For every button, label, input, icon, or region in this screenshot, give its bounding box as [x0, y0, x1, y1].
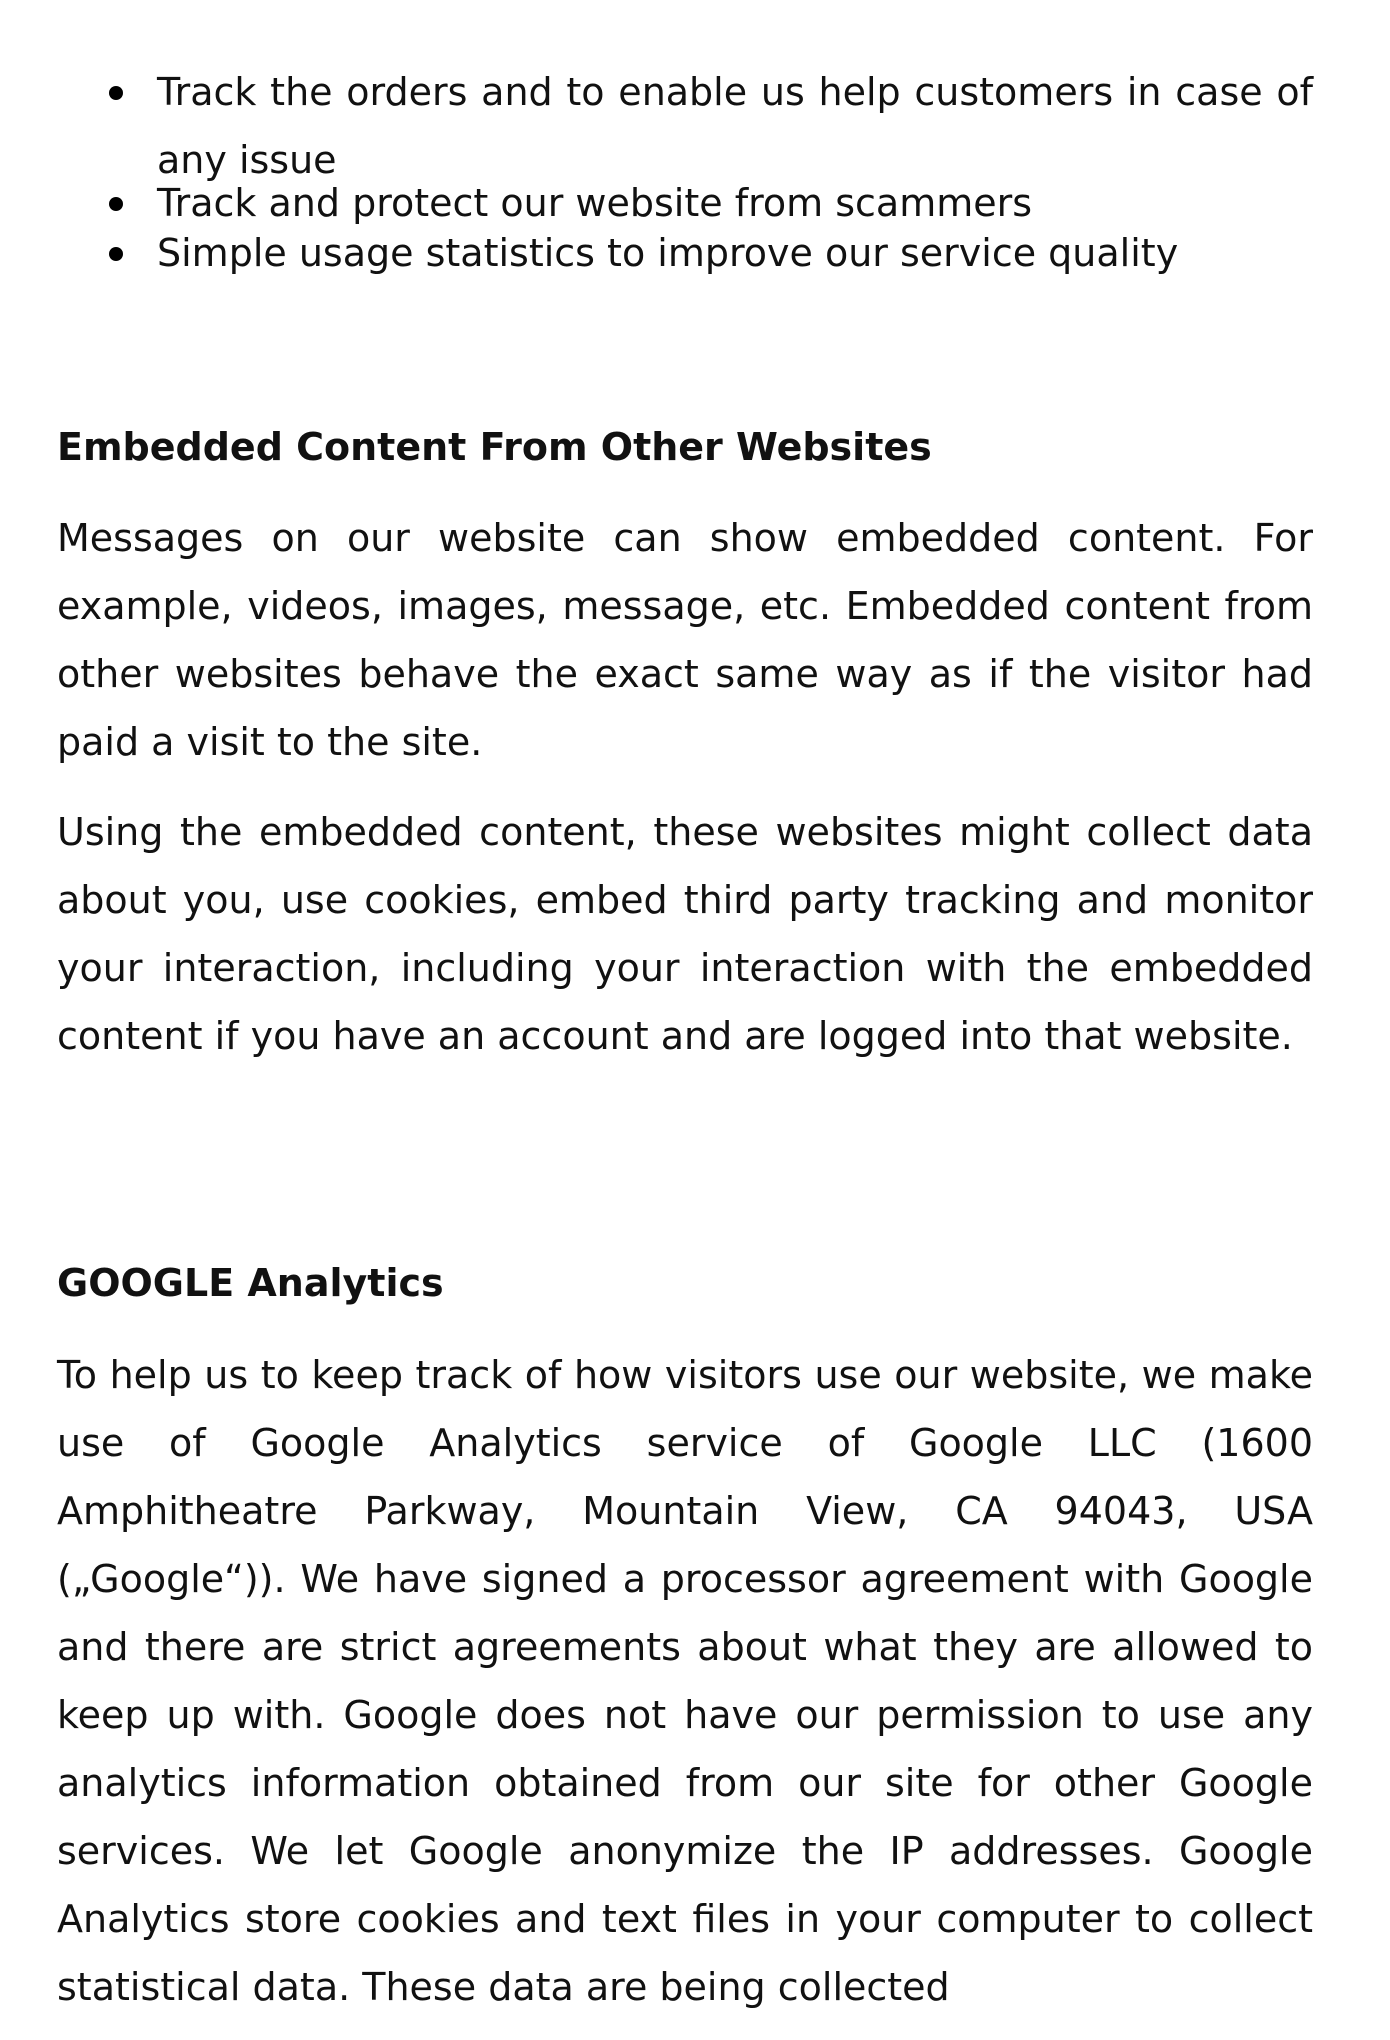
- purpose-bullet-list: [57, 58, 1313, 278]
- bullet-icon: [109, 247, 123, 261]
- bullet-icon: [109, 197, 123, 211]
- list-item-text: Track the orders and to enable us help customers in case of any issue: [157, 70, 1313, 182]
- embedded-content-paragraph-1: Messages on our website can show embedded content. For example, videos, images, message, etc. Embedded content from other websites behave the exact same way as if the visitor had paid a visit to the site.: [57, 516, 1313, 764]
- bullet-icon: [109, 86, 123, 100]
- list-item-text: Track and protect our website from scammers: [157, 181, 1033, 225]
- list-item: [57, 58, 1313, 194]
- list-item-text: Simple usage statistics to improve our service quality: [157, 231, 1179, 275]
- embedded-content-paragraph-2: Using the embedded content, these websites might collect data about you, use cookies, embed third party tracking and monitor your interaction, including your interaction with the embedded content if you have an account and are logged into that website.: [57, 810, 1313, 1058]
- google-analytics-heading: GOOGLE Analytics: [57, 1261, 444, 1305]
- list-item: [57, 228, 1313, 278]
- embedded-content-heading: Embedded Content From Other Websites: [57, 425, 932, 469]
- google-analytics-paragraph: To help us to keep track of how visitors use our website, we make use of Google Analytics service of Google LLC (1600 Amphitheatre Parkway, Mountain View, CA 94043, USA („Google“)). We have signed a processor agreement with Google and there are strict agreements about what they are allowed to keep up with. Google does not have our permission to use any analytics information obtained from our site for other Google services. We let Google anonymize the IP addresses. Google Analytics store cookies and text files in your computer to collect statistical data. These data are being collected: [57, 1353, 1313, 2009]
- list-item: [57, 178, 1313, 228]
